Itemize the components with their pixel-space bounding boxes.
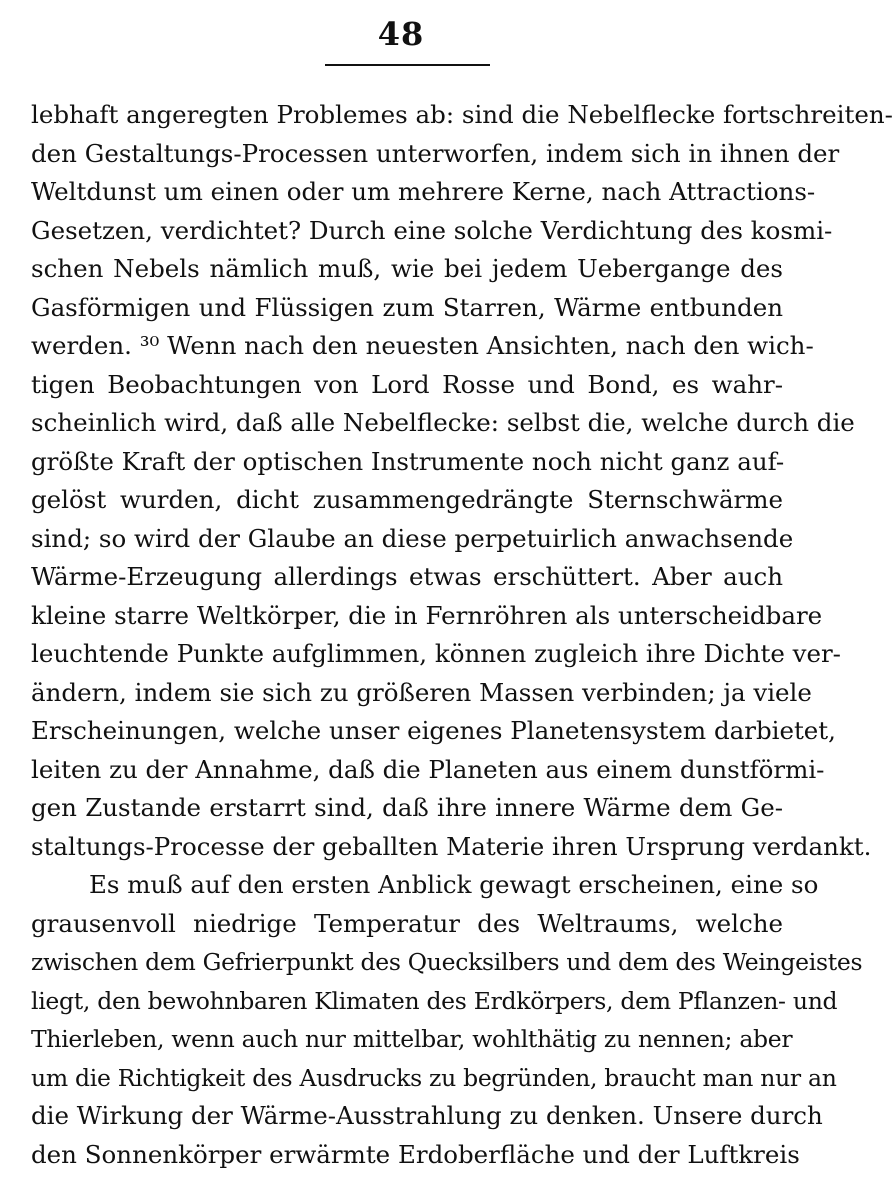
text-line: scheinlich wird, daß alle Nebelflecke: selbst die, welche durch die — [31, 408, 855, 437]
text-line: kleine starre Weltkörper, die in Fernröhren als unterscheidbare — [31, 600, 823, 630]
text-line: die Wirkung der Wärme-Ausstrahlung zu denken. Unsere durch — [31, 1101, 823, 1130]
text-line: liegt, den bewohnbaren Klimaten des Erdkörpers, dem Pflanzen- und — [31, 986, 838, 1015]
text-line: Gesetzen, verdichtet? Durch eine solche Verdichtung des kosmi- — [31, 215, 833, 245]
text-line: Gasförmigen und Flüssigen zum Starren, Wärme entbunden — [31, 292, 783, 322]
text-line: grausenvoll niedrige Temperatur des Weltraums, welche — [31, 908, 783, 938]
text-line: staltungs-Processe der geballten Materie ihren Ursprung verdankt. — [31, 831, 872, 861]
page-number: 48 — [377, 15, 425, 53]
body-text — [31, 96, 893, 1174]
text-line: zwischen dem Gefrierpunkt des Quecksilbers und dem des Weingeistes — [31, 948, 863, 976]
text-line: sind; so wird der Glaube an diese perpetuirlich anwachsende — [31, 523, 794, 553]
text-line: den Sonnenkörper erwärmte Erdoberfläche und der Luftkreis — [31, 1139, 800, 1169]
text-line: werden. ³⁰ Wenn nach den neuesten Ansichten, nach den wich- — [31, 331, 814, 360]
text-line: Wärme-Erzeugung allerdings etwas erschüttert. Aber auch — [31, 562, 783, 591]
text-line: Erscheinungen, welche unser eigenes Planetensystem darbietet, — [31, 716, 836, 745]
text-line: lebhaft angeregten Problemes ab: sind die Nebelflecke fortschreiten- — [31, 100, 893, 129]
text-line: ändern, indem sie sich zu größeren Massen verbinden; ja viele — [31, 677, 812, 707]
text-line: leiten zu der Annahme, daß die Planeten aus einem dunstförmi- — [31, 754, 825, 784]
text-line: um die Richtigkeit des Ausdrucks zu begründen, braucht man nur an — [31, 1063, 837, 1092]
text-line: größte Kraft der optischen Instrumente noch nicht ganz auf- — [31, 446, 785, 476]
text-line: den Gestaltungs-Processen unterworfen, indem sich in ihnen der — [31, 138, 840, 168]
text-line: schen Nebels nämlich muß, wie bei jedem Uebergange des — [31, 254, 783, 283]
text-line: Thierleben, wenn auch nur mittelbar, wohlthätig zu nennen; aber — [31, 1025, 793, 1053]
text-line: gen Zustande erstarrt sind, daß ihre innere Wärme dem Ge- — [31, 793, 783, 822]
text-line: tigen Beobachtungen von Lord Rosse und Bond, es wahr- — [31, 369, 783, 399]
text-line: leuchtende Punkte aufglimmen, können zugleich ihre Dichte ver- — [31, 639, 841, 668]
text-line: Weltdunst um einen oder um mehrere Kerne, nach Attractions- — [31, 177, 816, 206]
text-line: gelöst wurden, dicht zusammengedrängte Sternschwärme — [31, 485, 783, 514]
header-rule — [325, 64, 490, 66]
paragraph-start-line: Es muß auf den ersten Anblick gewagt erscheinen, eine so — [89, 870, 819, 899]
